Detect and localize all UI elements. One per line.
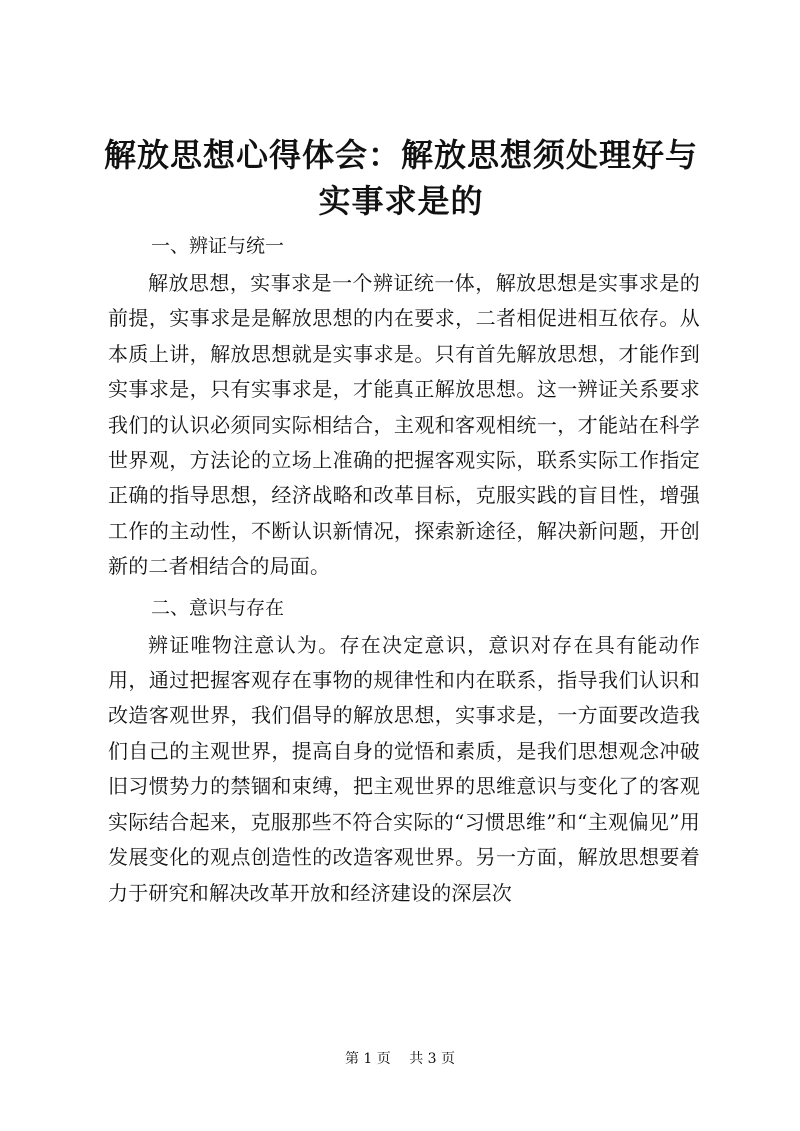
total-pages: 共 3 页 xyxy=(409,1051,456,1067)
section-heading-dialectics: 一、辨证与统一 xyxy=(151,235,285,257)
section-paragraph-dialectics: 解放思想，实事求是一个辨证统一体，解放思想是实事求是的前提，实事求是是解放思想的内在要求，二者相促进相互依存。从本质上讲，解放思想就是实事求是。只有首先解放思想，才能作到实事求是，只有实事求是，才能真正解放思想。这一辨证关系要求我们的认识必须同实际相结合，主观和客观相统一，才能站在科学世界观，方法论的立场上准确的把握客观实际，联系实际工作指定正确的指导思想，经济战略和改革目标，克服实践的盲目性，增强工作的主动性，不断认识新情况，探索新途径，解决新问题，开创新的二者相结合的局面。 xyxy=(108,271,700,579)
section-heading-consciousness: 二、意识与存在 xyxy=(151,596,285,619)
document-body xyxy=(108,228,700,911)
page-number: 第 1 页 xyxy=(344,1051,391,1067)
page-footer xyxy=(0,1050,800,1068)
section-paragraph-consciousness: 辨证唯物注意认为。存在决定意识，意识对存在具有能动作用，通过把握客观存在事物的规律性和内在联系，指导我们认识和改造客观世界，我们倡导的解放思想，实事求是，一方面要改造我们自己的主观世界，提高自身的觉悟和素质，是我们思想观念冲破旧习惯势力的禁锢和束缚，把主观世界的思维意识与变化了的客观实际结合起来，克服那些不符合实际的“习惯思维”和“主观偏见”用发展变化的观点创造性的改造客观世界。另一方面，解放思想要着力于研究和解决改革开放和经济建设的深层次 xyxy=(108,632,700,905)
document-title: 解放思想心得体会：解放思想须处理好与实事求是的 xyxy=(103,136,698,220)
